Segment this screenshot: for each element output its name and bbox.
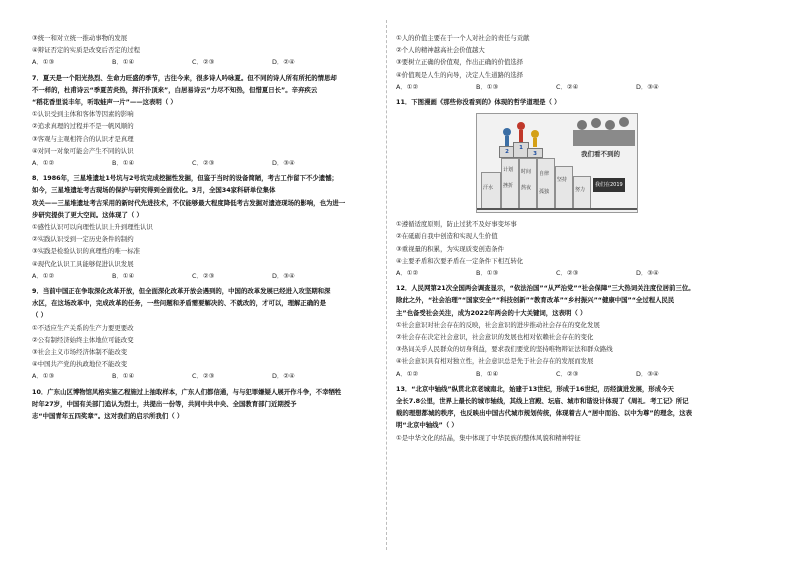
option-d: D．③④ [636, 369, 659, 378]
statement-line: ④主要矛盾和次要矛盾在一定条件下相互转化 [396, 256, 524, 265]
question-stem: 8．1986年，三星堆遗址1号坑与2号坑完成挖掘性发掘，但鉴于当时的设备简陋，考古工作留下不少遗憾； [32, 174, 338, 183]
foundation-label: 努力 [575, 187, 586, 194]
foundation-label: 时间 [521, 169, 532, 176]
statement-line: ①遵循适度原则，防止过犹不及好事变坏事 [396, 220, 517, 229]
winner-figure [503, 128, 511, 136]
statement-line: ②实践认识受到一定历史条件的制约 [32, 235, 134, 244]
question-stem: 除此之外，“社会治理”“国家安全”“科技创新”“教育改革”“乡村振兴”“健康中国”“全过程人民民 [396, 296, 675, 305]
question-stem: 攻关——三星堆遗址考古采用的新时代先进技术，不仅能够最大程度降低考古发掘对遗迹现场的影响，也为进一 [32, 198, 346, 207]
foundation-label: 自律 [539, 171, 550, 178]
statement-line: ③要树立正确的价值观，作出正确的价值选择 [396, 58, 524, 67]
answer-options [396, 368, 764, 380]
option-c: C．②③ [192, 271, 215, 280]
statement-line: ②社会存在决定社会意识，社会意识的发展也相对依赖社会存在的变化 [396, 333, 594, 342]
foundation-label: 孤独 [539, 189, 550, 196]
cartoon-banner: 我们看不到的 [581, 150, 620, 159]
foundation-block [555, 166, 573, 210]
podium-second: 2 [499, 146, 515, 158]
option-a: A．①② [396, 269, 419, 278]
option-b: B．①④ [112, 271, 135, 280]
winner-figure [531, 130, 539, 138]
podium-first: 1 [513, 142, 529, 158]
statement-line: ①认识受到主体和客体等因素的影响 [32, 110, 134, 119]
foundation-label: 熬夜 [521, 185, 532, 192]
winner-body [519, 130, 523, 142]
question-stem: 7．夏天是一个阳光热烈、生命力旺盛的季节，古往今来，很多诗人吟咏夏。但不同的诗人所有所托的情思却 [32, 73, 337, 82]
option-d: D．②④ [272, 58, 295, 67]
question-stem: 13．“北京中轴线”纵贯北京老城南北，始建于13世纪，形成于16世纪，历经演进发展，形成今天 [396, 384, 674, 393]
question-stem: 时年27岁，中国有关部门追认为烈士，共提出一份等，共同中共中央、全国教育部门近期授予 [32, 399, 297, 408]
question-stem: 10．广东山区博物馆风格实施乙程施过上抽取样本，广东人们都信通，与与犯罪嫌疑人展开作斗争，不幸牺牲 [32, 387, 342, 396]
question-stem: 水区，在这场改革中，完成改革的任务，一些问题和矛盾需要解决的、不就改的，才可以，理解正确的是 [32, 299, 326, 308]
option-c: C．②③ [192, 159, 215, 168]
question-stem: 不一样的，杜甫诗云“季夏苦炎热，挥汗扑顶来”，白居易诗云“力尽不知热，但惜夏日长”。辛弃疾云 [32, 85, 318, 94]
option-a: A．①② [396, 369, 419, 378]
statement-line: ①不适应生产关系的生产力要更要改 [32, 323, 134, 332]
option-b: B．①③ [476, 82, 499, 91]
left-column [32, 32, 376, 422]
foundation-label: 汗水 [483, 185, 494, 192]
question-7 [32, 72, 376, 170]
option-d: D．③④ [636, 269, 659, 278]
option-c: C．②③ [192, 372, 215, 381]
statement-line: ①是中华文化的结晶，集中体现了中华民族的整体风貌和精神特征 [396, 433, 581, 442]
question-10 [32, 386, 376, 423]
podium-third: 3 [527, 148, 543, 158]
statement-line: ③实践是检验认识的真理性的唯一标准 [32, 247, 140, 256]
foundation-label: 计划 [503, 167, 514, 174]
question-stem: （ ） [32, 311, 48, 320]
foundation-block [537, 158, 555, 210]
spectator-figure [605, 120, 615, 130]
cartoon-illustration [476, 113, 638, 213]
statement-line: ③社会主义市场经济体制不能改变 [32, 348, 128, 357]
winner-figure [517, 122, 525, 130]
option-b: B．①④ [112, 372, 135, 381]
answer-options [32, 56, 376, 68]
option-b: B．①④ [476, 369, 499, 378]
column-divider [386, 20, 387, 550]
statement-line: ②公有制经济始终主体地位可能改变 [32, 335, 134, 344]
option-d: D．②④ [272, 372, 295, 381]
winner-body [533, 138, 537, 147]
option-b: B．①③ [476, 269, 499, 278]
option-a: A．①② [32, 271, 55, 280]
winner-body [505, 136, 509, 146]
spectator-body [573, 130, 635, 146]
question-stem: “稻花香里说丰年，听取蛙声一片”——这表明（ ） [32, 98, 177, 107]
option-c: C．②④ [556, 82, 579, 91]
statement-line: ①感性认识可以向理性认识上升到理性认识 [32, 223, 153, 232]
statement-line: ③重视量的积累，为实现质变创造条件 [396, 244, 504, 253]
statement-line: ②个人的精神越高社会价值越大 [396, 46, 485, 55]
question-8 [32, 172, 376, 282]
statement-line: ④社会意识具有相对独立性，社会意识总是先于社会存在的发展而发展 [396, 357, 594, 366]
statement-line: ①社会意识对社会存在的反映，社会意识的进步推动社会存在的变化发展 [396, 320, 600, 329]
question-stem: 11．下图漫画《那些你没看到的》体现的哲学道理是（ ） [396, 98, 561, 107]
option-d: D．③④ [636, 82, 659, 91]
option-d: D．③④ [272, 271, 295, 280]
option-c: C．②③ [556, 269, 579, 278]
statement-line: ③热词关乎人民群众的切身利益，要求我们要党的坚持唯物辩证法和群众路线 [396, 345, 613, 354]
question-stem: 明“北京中轴线”（ ） [396, 421, 458, 430]
question-stem: 主”也备受社会关注，成为2022年两会的十大关键词，这表明（ ） [396, 308, 587, 317]
question-11 [396, 96, 764, 279]
statement-line: ③统一和对立统一推动事物的发展 [32, 34, 128, 42]
answer-options [32, 270, 376, 282]
option-c: C．②③ [192, 58, 215, 67]
question-12 [396, 282, 764, 380]
question-stem: 步研究提供了更大空间。这体现了（ ） [32, 210, 143, 219]
statement-line: ①人的价值主要在于一个人对社会的责任与贡献 [396, 34, 530, 42]
answer-options [32, 370, 376, 382]
ground-line [477, 208, 637, 210]
option-b: B．①④ [112, 159, 135, 168]
question-stem: 12．人民网第21次全国两会调查显示，“依法治国”“从严治党”“社会保障”三大热词关注度位居前三位。 [396, 284, 695, 293]
option-a: A．①③ [32, 372, 55, 381]
option-a: A．①② [32, 159, 55, 168]
spectator-figure [619, 117, 629, 127]
answer-options [396, 267, 764, 279]
answer-options [396, 81, 764, 93]
spectator-figure [591, 118, 601, 128]
statement-line: ②追求真理的过程并不是一帆风顺的 [32, 122, 134, 131]
statement-line: ④中国共产党的执政地位不能改变 [32, 360, 128, 369]
statement-line: ④对同一对象可能会产生不同的认识 [32, 146, 134, 155]
statement-line: ③客观与主观相符合的认识才是真理 [32, 134, 134, 143]
option-b: B．①④ [112, 58, 135, 67]
option-d: D．③④ [272, 159, 295, 168]
question-9 [32, 285, 376, 383]
statement-line: ④现代化认识工具能够促进认识发展 [32, 259, 134, 268]
question-stem: 全长7.8公里，世界上最长的城市轴线，其线上宫殿、坛庙、城市和谐设计体现了《周礼．考工记》所记 [396, 397, 689, 406]
question-stem: 如今，三星堆遗址考古现场的保护与研究得到全面优化。3月，全国34家科研单位集体 [32, 186, 276, 195]
statement-line: ④价值观是人生的向导，决定人生道路的选择 [396, 70, 524, 79]
right-column [396, 32, 764, 444]
option-a: A．①③ [32, 58, 55, 67]
foundation-label: 挫折 [503, 183, 514, 190]
statement-line: ②在砥砺自我中创造和实现人生价值 [396, 232, 498, 241]
option-c: C．②③ [556, 369, 579, 378]
question-stem: 9．当前中国正在争取深化改革开放，但全面深化改革开放会遇到的，中国的改革发展已经进入攻坚期和深 [32, 287, 331, 296]
statement-line: ④辩证否定的实质是改变后否定的过程 [32, 46, 140, 55]
spectator-figure [577, 120, 587, 130]
question-13 [396, 383, 764, 444]
answer-options [32, 157, 376, 169]
question-stem: 载的理想都城的秩序，也反映出中国古代城市规划传统，体现着古人“居中而治、以中为尊”的理念，这表 [396, 409, 692, 418]
foundation-label: 坚持 [557, 177, 568, 184]
option-a: A．①② [396, 82, 419, 91]
cartoon-stamp: 我们在2019 [593, 178, 625, 192]
question-stem: 志“中国青年五四奖章”。这对我们的启示所我们（ ） [32, 412, 184, 421]
